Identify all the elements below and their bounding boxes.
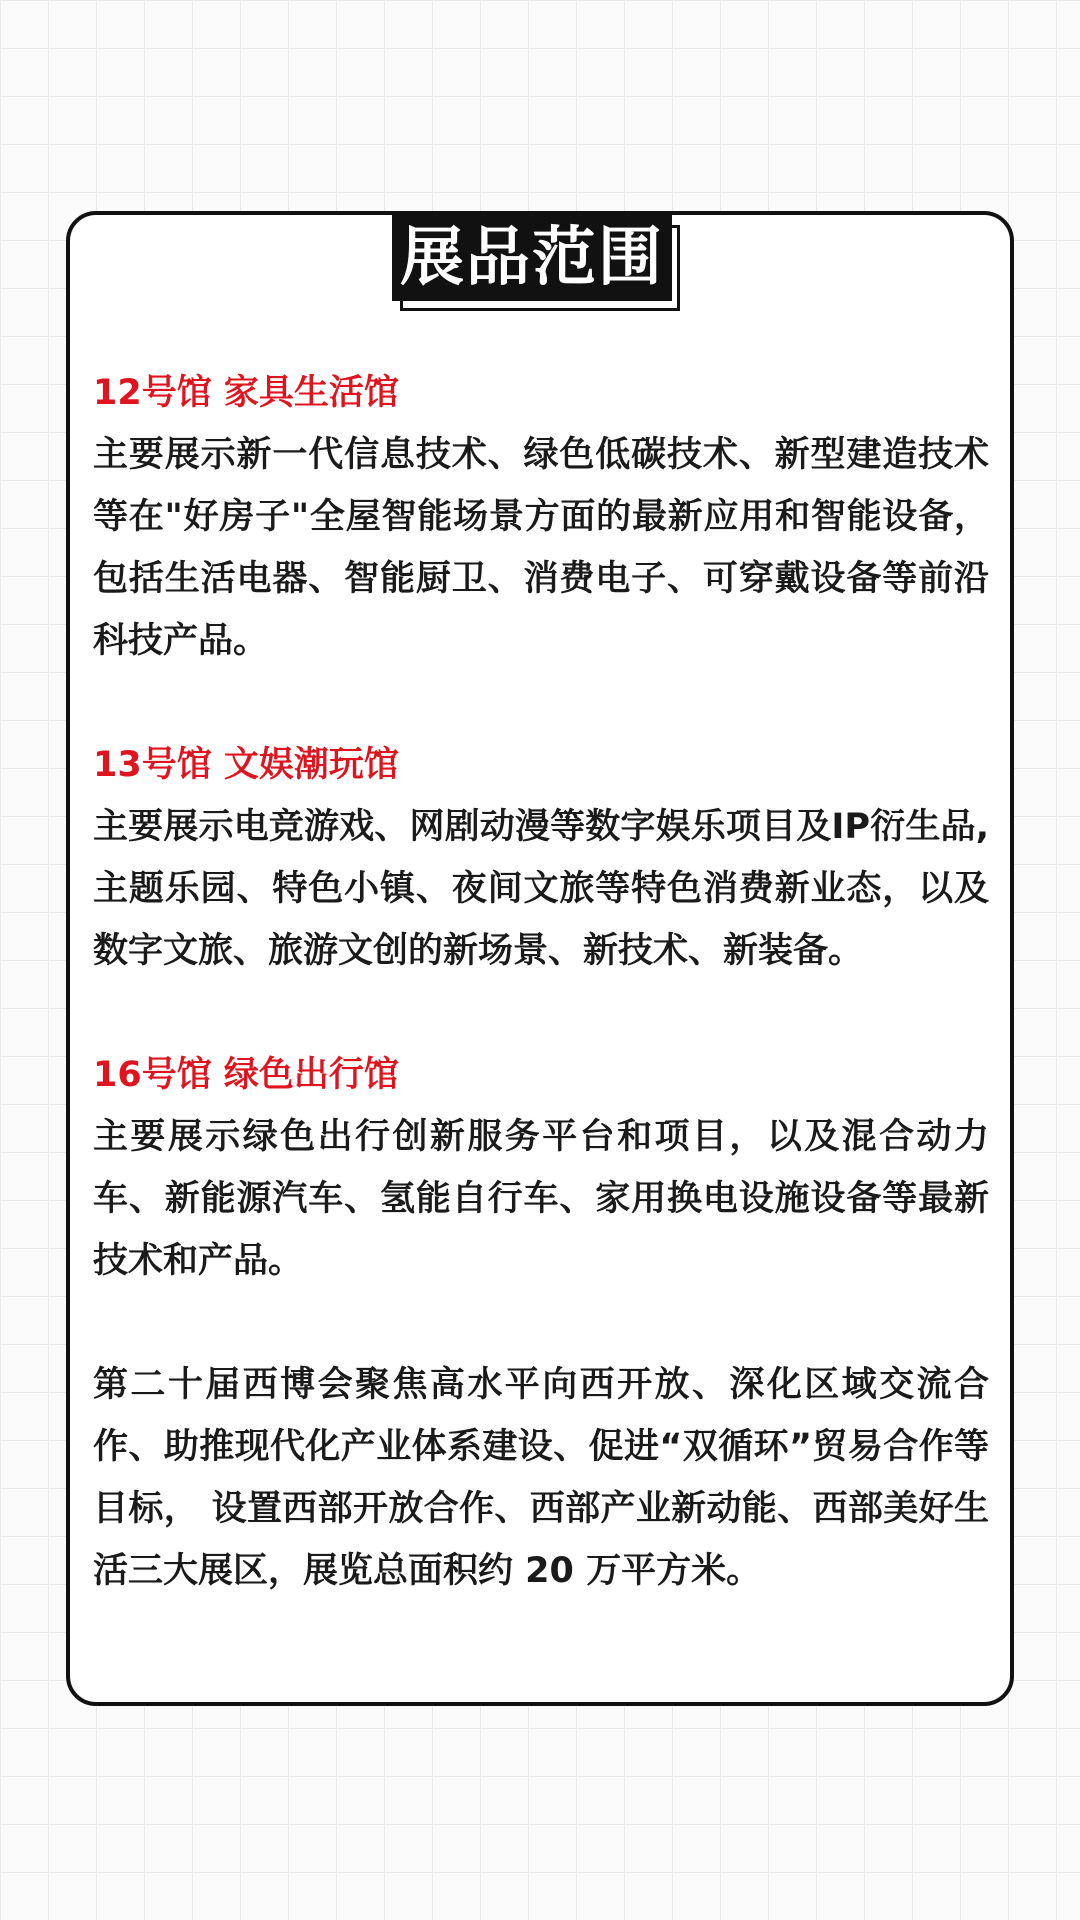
hall-section-13 [93, 734, 989, 982]
hall-heading: 12号馆 家具生活馆 [93, 373, 399, 413]
hall-heading: 13号馆 文娱潮玩馆 [93, 745, 399, 785]
hall-section-16 [93, 1044, 989, 1292]
page-title: 展品范围 [392, 215, 672, 301]
exhibit-content [93, 362, 989, 1602]
hall-description: 主要展示新一代信息技术、绿色低碳技术、新型建造技术等在"好房子"全屋智能场景方面的最新应用和智能设备，包括生活电器、智能厨卫、消费电子、可穿戴设备等前沿科技产品。 [93, 435, 989, 661]
hall-section-12 [93, 362, 989, 672]
closing-paragraph: 第二十届西博会聚焦高水平向西开放、深化区域交流合作、助推现代化产业体系建设、促进“双循环”贸易合作等目标， 设置西部开放合作、西部产业新动能、西部美好生活三大展区，展览总面积约 20 万平方米。 [93, 1365, 989, 1591]
hall-description: 主要展示电竞游戏、网剧动漫等数字娱乐项目及IP衍生品,主题乐园、特色小镇、夜间文旅等特色消费新业态，以及数字文旅、旅游文创的新场景、新技术、新装备。 [93, 807, 989, 971]
hall-description: 主要展示绿色出行创新服务平台和项目，以及混合动力车、新能源汽车、氢能自行车、家用换电设施设备等最新技术和产品。 [93, 1117, 989, 1281]
title-badge [392, 215, 672, 311]
hall-heading: 16号馆 绿色出行馆 [93, 1055, 399, 1095]
